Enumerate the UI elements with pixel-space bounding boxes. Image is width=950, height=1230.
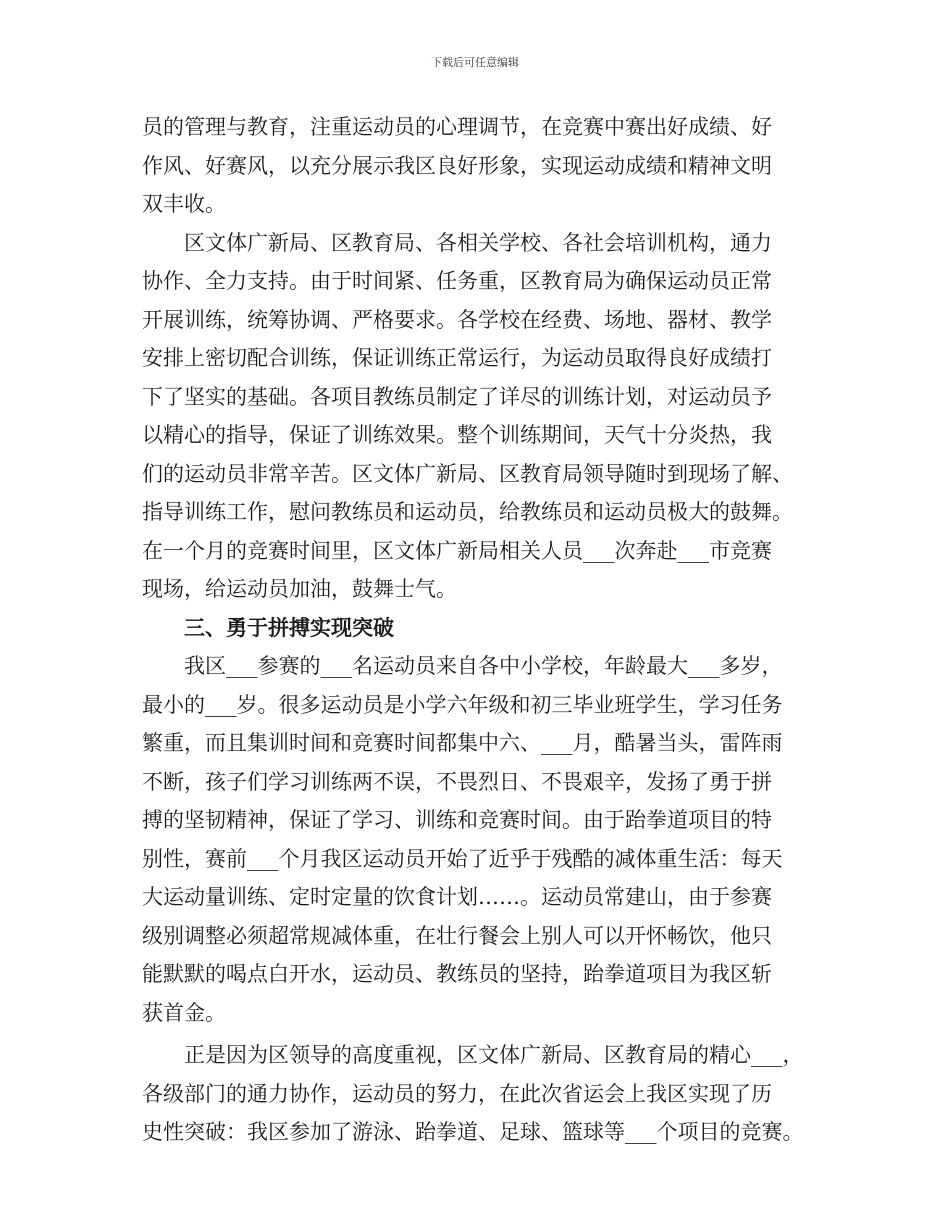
text-line: 各级部门的通力协作，运动员的努力，在此次省运会上我区实现了历 [142,1081,772,1106]
text-line: 以精心的指导，保证了训练效果。整个训练期间，天气十分炎热，我 [142,423,772,447]
text-line: 员的管理与教育，注重运动员的心理调节，在竞赛中赛出好成绩、好 [142,115,772,139]
text-line: 别性，赛前___个月我区运动员开始了近乎于残酷的减体重生活：每天 [142,846,783,871]
text-line: 搏的坚韧精神，保证了学习、训练和竞赛时间。由于跆拳道项目的特 [142,808,772,832]
document-body [142,108,812,1152]
text-line: 获首金。 [142,1000,226,1025]
text-line: 协作、全力支持。由于时间紧、任务重，区教育局为确保运动员正常 [142,269,772,293]
text-line: 繁重，而且集训时间和竞赛时间都集中六、___月，酷暑当头，雷阵雨 [142,731,783,755]
text-line: 级别调整必须超常规减体重，在壮行餐会上别人可以开怀畅饮，他只 [142,923,772,948]
text-line: 们的运动员非常辛苦。区文体广新局、区教育局领导随时到现场了解、 [142,461,793,486]
text-line: 现场，给运动员加油，鼓舞士气。 [142,577,457,601]
text-line: 安排上密切配合训练，保证训练正常运行，为运动员取得良好成绩打 [142,346,772,370]
text-line: 下了坚实的基础。各项目教练员制定了详尽的训练计划，对运动员予 [142,384,772,409]
text-line: 双丰收。 [142,192,226,216]
text-line: 我区___参赛的___名运动员来自各中小学校，年龄最大___多岁， [184,654,783,678]
page-header: 下载后可任意编辑 [431,56,519,69]
text-line: 不断，孩子们学习训练两不误，不畏烈日、不畏艰辛，发扬了勇于拼 [142,769,772,794]
text-line: 在一个月的竞赛时间里，区文体广新局相关人员___次奔赴___市竞赛 [142,538,772,563]
text-line: 指导训练工作，慰问教练员和运动员，给教练员和运动员极大的鼓舞。 [142,500,793,524]
text-line: 区文体广新局、区教育局、各相关学校、各社会培训机构，通力 [184,230,772,255]
text-line: 史性突破：我区参加了游泳、跆拳道、足球、篮球等___个项目的竞赛。 [142,1120,804,1144]
section-heading: 三、勇于拼搏实现突破 [184,614,394,640]
text-line: 作风、好赛风，以充分展示我区良好形象，实现运动成绩和精神文明 [142,153,772,178]
text-line: 大运动量训练、定时定量的饮食计划……。运动员常建山，由于参赛 [142,885,772,909]
text-line: 最小的___岁。很多运动员是小学六年级和初三毕业班学生，学习任务 [142,692,783,717]
text-line: 能默默的喝点白开水，运动员、教练员的坚持，跆拳道项目为我区斩 [142,962,772,986]
text-line: 正是因为区领导的高度重视，区文体广新局、区教育局的精心___， [184,1043,804,1067]
text-line: 开展训练，统筹协调、严格要求。各学校在经费、场地、器材、教学 [142,307,772,332]
